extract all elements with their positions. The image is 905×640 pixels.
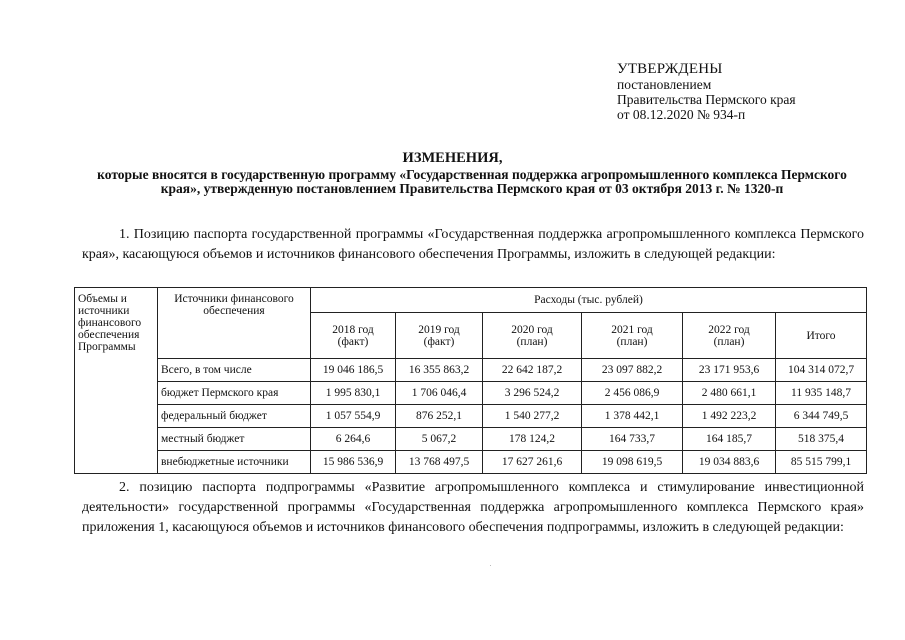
value-cell: 3 296 524,2 — [483, 382, 582, 405]
table-row — [75, 405, 867, 428]
total-cell: 85 515 799,1 — [776, 451, 867, 474]
approval-block — [617, 61, 796, 122]
value-cell: 2 456 086,9 — [582, 382, 683, 405]
value-cell: 17 627 261,6 — [483, 451, 582, 474]
paragraph-1: 1. Позицию паспорта государственной программы «Государственная поддержка агропромышленного комплекса Пермского края», касающуюся объемов и источников финансового обеспечения Программы, изложить в следующей редакции: — [82, 227, 864, 262]
total-cell: 104 314 072,7 — [776, 359, 867, 382]
value-cell: 1 706 046,4 — [396, 382, 483, 405]
approval-line-1: постановлением — [617, 77, 712, 92]
year-header: 2021 год (план) — [582, 313, 683, 359]
year-header: 2022 год (план) — [683, 313, 776, 359]
value-cell: 16 355 863,2 — [396, 359, 483, 382]
value-cell: 178 124,2 — [483, 428, 582, 451]
source-cell: местный бюджет — [158, 428, 311, 451]
total-header: Итого — [776, 313, 867, 359]
table-row — [75, 359, 867, 382]
value-cell: 1 540 277,2 — [483, 405, 582, 428]
approval-line-2: Правительства Пермского края — [617, 92, 796, 107]
scan-speck — [490, 565, 491, 566]
source-cell: Всего, в том числе — [158, 359, 311, 382]
value-cell: 23 097 882,2 — [582, 359, 683, 382]
value-cell: 19 034 883,6 — [683, 451, 776, 474]
value-cell: 1 378 442,1 — [582, 405, 683, 428]
value-cell: 19 046 186,5 — [311, 359, 396, 382]
sources-header: Источники финансового обеспечения — [158, 288, 311, 359]
document-subtitle: которые вносятся в государственную программу «Государственная поддержка агропромышленного комплекса Пермского края», утвержденную постановлением Правительства Пермского края от 03 октября 2013 г. № 1320-п — [97, 167, 847, 196]
value-cell: 1 492 223,2 — [683, 405, 776, 428]
financing-table — [74, 287, 867, 474]
table-row — [75, 451, 867, 474]
approval-heading: УТВЕРЖДЕНЫ — [617, 61, 723, 77]
value-cell: 164 185,7 — [683, 428, 776, 451]
value-cell: 22 642 187,2 — [483, 359, 582, 382]
value-cell: 2 480 661,1 — [683, 382, 776, 405]
year-header: 2020 год (план) — [483, 313, 582, 359]
approval-line-3: от 08.12.2020 № 934-п — [617, 107, 746, 122]
table-left-header: Объемы и источники финансового обеспечения Программы — [75, 288, 158, 474]
value-cell: 1 057 554,9 — [311, 405, 396, 428]
expenses-header: Расходы (тыс. рублей) — [311, 288, 867, 313]
value-cell: 19 098 619,5 — [582, 451, 683, 474]
value-cell: 1 995 830,1 — [311, 382, 396, 405]
total-cell: 11 935 148,7 — [776, 382, 867, 405]
value-cell: 876 252,1 — [396, 405, 483, 428]
value-cell: 5 067,2 — [396, 428, 483, 451]
total-cell: 518 375,4 — [776, 428, 867, 451]
value-cell: 15 986 536,9 — [311, 451, 396, 474]
source-cell: бюджет Пермского края — [158, 382, 311, 405]
value-cell: 164 733,7 — [582, 428, 683, 451]
value-cell: 23 171 953,6 — [683, 359, 776, 382]
value-cell: 6 264,6 — [311, 428, 396, 451]
source-cell: федеральный бюджет — [158, 405, 311, 428]
total-cell: 6 344 749,5 — [776, 405, 867, 428]
table-row — [75, 382, 867, 405]
document-title: ИЗМЕНЕНИЯ, — [402, 150, 503, 166]
table-row — [75, 428, 867, 451]
value-cell: 13 768 497,5 — [396, 451, 483, 474]
paragraph-2: 2. позицию паспорта подпрограммы «Развитие агропромышленного комплекса и стимулирование инвестиционной деятельности» государственной программы «Государственная поддержка агропромышленного комплекса Пермского края» приложения 1, касающуюся объемов и источников финансового обеспечения подпрограммы, изложить в следующей редакции: — [82, 480, 864, 535]
year-header: 2018 год (факт) — [311, 313, 396, 359]
year-header: 2019 год (факт) — [396, 313, 483, 359]
source-cell: внебюджетные источники — [158, 451, 311, 474]
